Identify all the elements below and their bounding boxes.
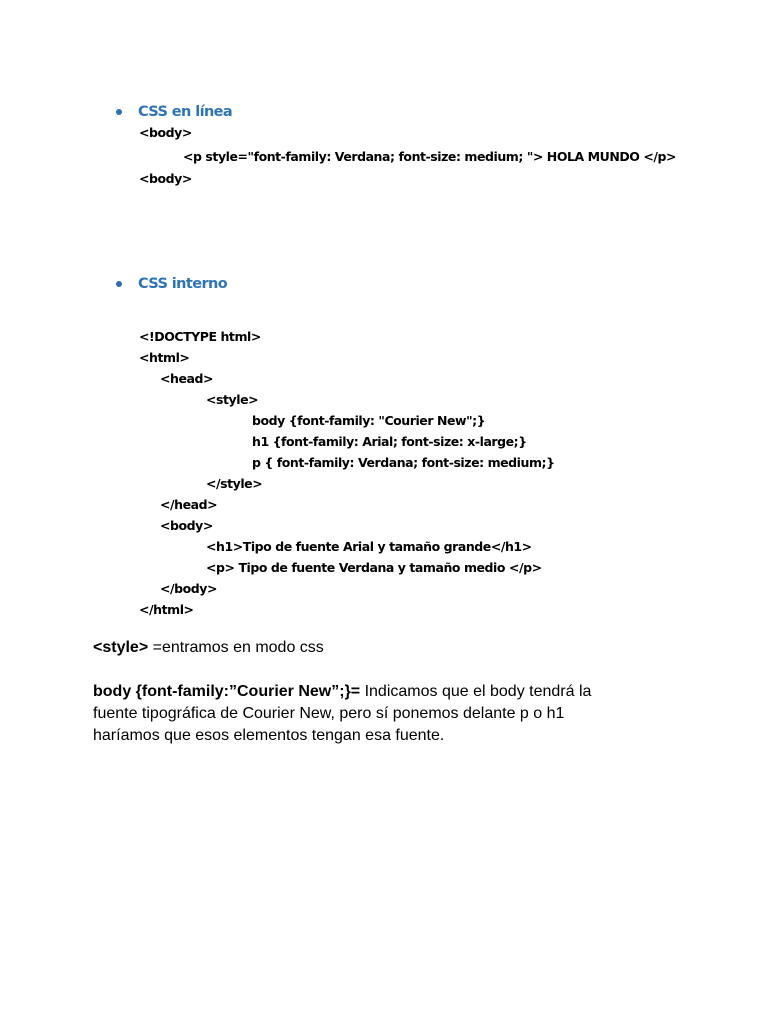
code-line: </html> <box>139 602 194 617</box>
section-heading-label: CSS en línea <box>138 104 233 120</box>
section-css-en-linea-heading <box>116 104 232 120</box>
code-line: <style> <box>206 392 259 407</box>
code-line: <p style="font-family: Verdana; font-size: medium; "> HOLA MUNDO </p> <box>183 149 676 164</box>
code-line: <h1>Tipo de fuente Arial y tamaño grande</h1> <box>206 539 532 554</box>
explanation-term: <style> <box>93 639 149 656</box>
code-line: </style> <box>206 476 263 491</box>
explanation-line: fuente tipográfica de Courier New, pero sí ponemos delante p o h1 <box>93 705 565 722</box>
code-line: h1 {font-family: Arial; font-size: x-large;} <box>252 434 527 449</box>
code-line: p { font-family: Verdana; font-size: medium;} <box>252 455 555 470</box>
code-line: body {font-family: "Courier New";} <box>252 413 486 428</box>
code-line: <html> <box>139 350 190 365</box>
bullet-icon <box>116 281 122 287</box>
explanation-line <box>93 637 693 659</box>
explanation-body-font-family <box>93 681 693 747</box>
code-line: </head> <box>160 497 218 512</box>
explanation-text: =entramos en modo css <box>148 639 324 656</box>
code-line: <p> Tipo de fuente Verdana y tamaño medio </p> <box>206 560 542 575</box>
code-line: <!DOCTYPE html> <box>139 329 261 344</box>
code-line: <body> <box>139 171 192 186</box>
explanation-term: body {font-family:”Courier New”;}= <box>93 683 361 700</box>
section-css-interno-heading <box>116 276 227 292</box>
code-line: </body> <box>160 581 217 596</box>
section-heading-label: CSS interno <box>138 276 228 292</box>
explanation-line: haríamos que esos elementos tengan esa fuente. <box>93 727 445 744</box>
code-line: <body> <box>139 125 192 140</box>
code-line: <head> <box>160 371 214 386</box>
code-line: <body> <box>160 518 213 533</box>
explanation-line <box>93 681 693 703</box>
bullet-icon <box>116 109 122 115</box>
explanation-style-tag <box>93 637 693 659</box>
explanation-text: Indicamos que el body tendrá la <box>360 683 592 700</box>
